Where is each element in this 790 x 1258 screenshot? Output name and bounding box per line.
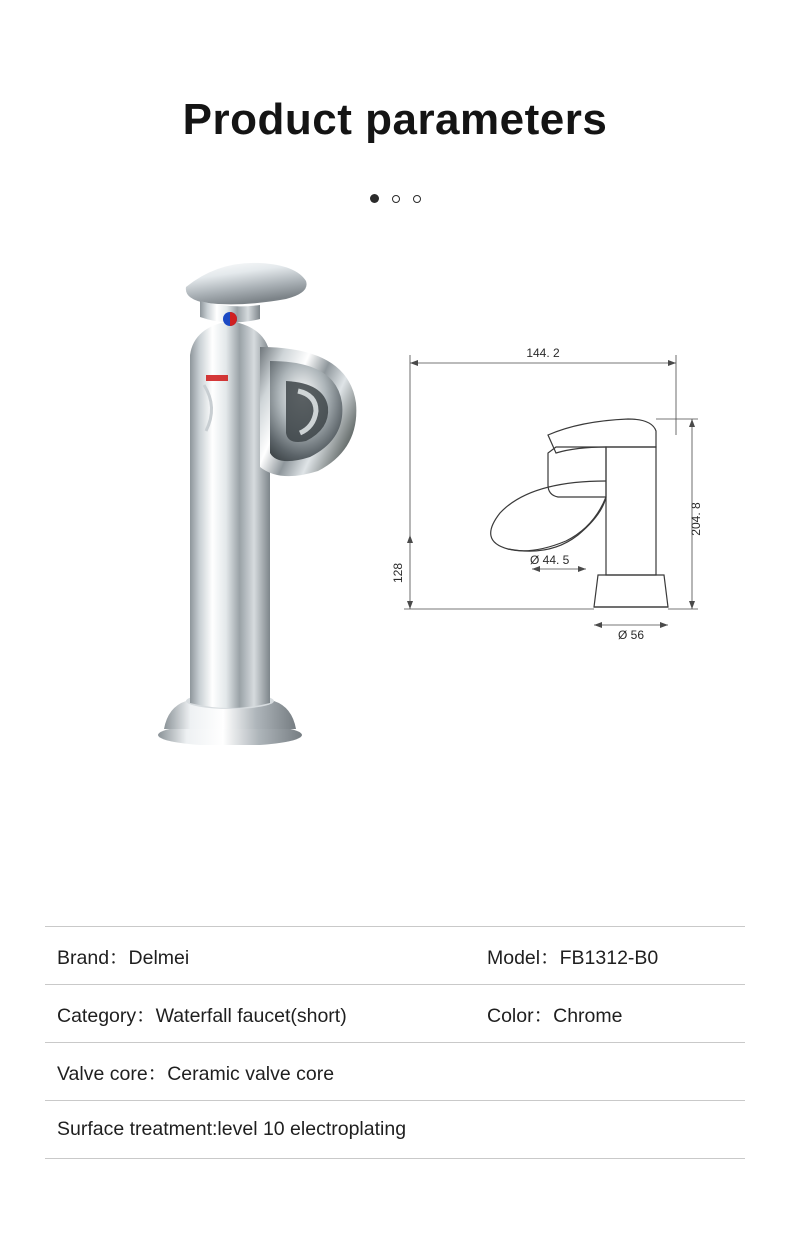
- spec-label-surface-treatment: Surface treatment:: [57, 1118, 218, 1140]
- page-title: Product parameters: [182, 95, 608, 144]
- table-row: [45, 1043, 745, 1101]
- spec-cell-category: [57, 1000, 487, 1028]
- faucet-handle: [186, 263, 307, 304]
- product-photo: [110, 235, 410, 745]
- spec-cell-valve-core: [57, 1058, 733, 1086]
- dimension-spout-diameter: Ø 44. 5: [530, 553, 570, 568]
- drawing-spout-outline: [491, 481, 606, 551]
- spec-label-brand: Brand：: [57, 946, 129, 969]
- table-row: [45, 1101, 745, 1159]
- dimension-base-diameter: Ø 56: [617, 628, 645, 643]
- spec-label-valve-core: Valve core：: [57, 1062, 168, 1085]
- carousel-dot-1[interactable]: [370, 194, 379, 203]
- spec-cell-color: [487, 1000, 733, 1028]
- drawing-handle-neck-outline: [548, 447, 606, 497]
- spec-value-brand: Delmei: [128, 946, 190, 969]
- drawing-body-outline: [606, 447, 656, 575]
- table-row: [45, 927, 745, 985]
- spec-label-category: Category：: [57, 1004, 156, 1027]
- spec-label-model: Model：: [487, 946, 560, 969]
- spec-value-color: Chrome: [553, 1004, 623, 1027]
- spec-cell-surface-treatment: [57, 1118, 733, 1141]
- spec-cell-brand: [57, 942, 487, 970]
- spec-value-model: FB1312-B0: [559, 946, 659, 969]
- body-accent-stripe: [206, 375, 228, 381]
- drawing-spout-inner: [508, 497, 606, 551]
- carousel-dot-2[interactable]: [392, 195, 400, 203]
- faucet-body-shoulder: [190, 321, 270, 355]
- dimension-spout-height: 128: [391, 563, 405, 584]
- specification-table: [45, 926, 745, 1159]
- spec-cell-model: [487, 942, 733, 970]
- technical-drawing: [380, 335, 720, 755]
- spec-value-category: Waterfall faucet(short): [155, 1004, 347, 1027]
- table-row: [45, 985, 745, 1043]
- spec-value-surface-treatment: level 10 electroplating: [217, 1118, 407, 1140]
- carousel-dot-3[interactable]: [413, 195, 421, 203]
- product-imagery: [0, 225, 790, 785]
- faucet-body-column: [190, 355, 270, 708]
- carousel-indicator[interactable]: [0, 194, 790, 203]
- dimension-overall-width: 144. 2: [526, 346, 560, 361]
- spec-value-valve-core: Ceramic valve core: [167, 1062, 335, 1085]
- drawing-handle-outline: [548, 419, 656, 453]
- drawing-base-outline: [594, 575, 668, 607]
- spec-label-color: Color：: [487, 1004, 554, 1027]
- dimension-overall-height: 204. 8: [689, 502, 703, 537]
